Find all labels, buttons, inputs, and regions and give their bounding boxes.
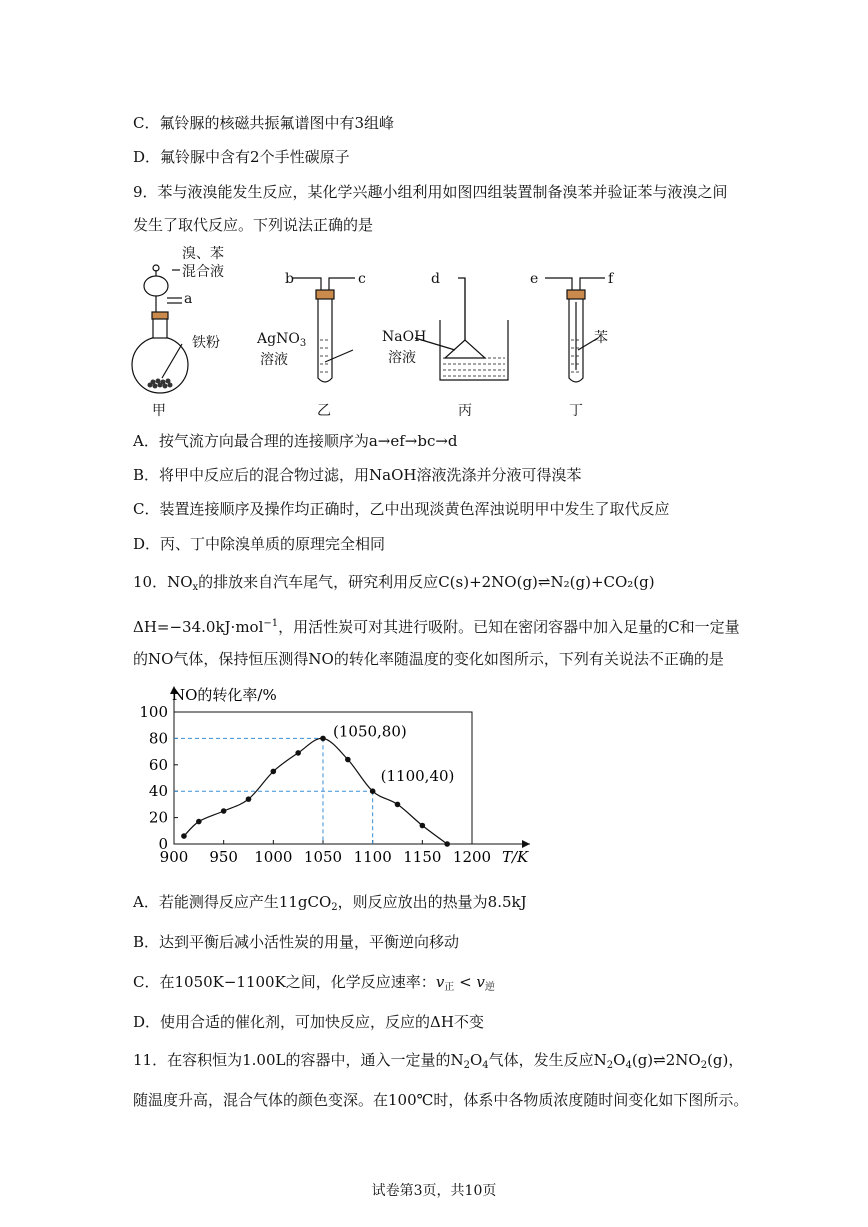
q10-stem-line3: 的NO气体，保持恒压测得NO的转化率随温度的变化如图所示，下列有关说法不正确的是 xyxy=(133,650,724,668)
label-ding: 丁 xyxy=(569,403,583,419)
q10-option-d: D．使用合适的催化剂，可加快反应，反应的ΔH不变 xyxy=(133,1013,484,1031)
y-tick-label: 80 xyxy=(148,729,168,748)
q10-products: N₂(g)+CO₂(g) xyxy=(550,573,655,591)
label-c: c xyxy=(358,271,366,287)
label-agno3-solution: 溶液 xyxy=(260,352,288,368)
label-bromine-benzene: 溴、苯 xyxy=(182,246,224,262)
label-b: b xyxy=(285,271,294,287)
x-axis-arrow xyxy=(522,840,530,848)
y-tick-label: 100 xyxy=(139,703,168,721)
q10-stem-line2 xyxy=(133,614,740,637)
q10-stem-b: ，用活性炭可对其进行吸附。已知在密闭容器中加入足量的C和一定量 xyxy=(278,618,740,636)
x-tick-label: 1100 xyxy=(353,848,392,866)
annotation-peak: (1050,80) xyxy=(333,722,407,741)
q9-stem-line1: 9．苯与液溴能发生反应，某化学兴趣小组利用如图四组装置制备溴苯并验证苯与液溴之间 xyxy=(133,183,728,201)
q11-stem-line1: 11．在容积恒为1.00L的容器中，通入一定量的$N_2O_4$气体，发生反应$N_2O_4(g)\rightleftharpoons 2NO_2(g)$， xyxy=(133,1051,744,1071)
label-a: a xyxy=(184,291,193,307)
label-e: e xyxy=(530,271,539,287)
x-tick-label: 1050 xyxy=(303,848,343,866)
data-point xyxy=(345,757,351,763)
q10-number: 10． xyxy=(133,573,168,591)
y-tick-label: 40 xyxy=(148,782,168,801)
data-point xyxy=(271,769,277,775)
q9-option-d: D．丙、丁中除溴单质的原理完全相同 xyxy=(133,535,386,553)
q9-option-b: B．将甲中反应后的混合物过滤，用NaOH溶液洗涤并分液可得溴苯 xyxy=(133,466,582,484)
q11-stem-line2: 随温度升高，混合气体的颜色变深。在100℃时，体系中各物质浓度随时间变化如下图所示。 xyxy=(133,1091,749,1109)
data-point xyxy=(370,788,376,794)
data-point xyxy=(295,750,301,756)
x-tick-label: 950 xyxy=(209,848,238,866)
data-point xyxy=(320,736,326,742)
q9-option-c: C．装置连接顺序及操作均正确时，乙中出现淡黄色浑浊说明甲中发生了取代反应 xyxy=(133,500,670,518)
x-axis-label: T/K xyxy=(502,848,529,866)
q10-option-c: C．在1050K−1100K之间，化学反应速率：$v_正 < v_逆$ xyxy=(133,973,495,993)
data-point xyxy=(420,823,426,829)
label-bing: 丙 xyxy=(458,403,472,419)
data-point xyxy=(246,796,252,802)
label-naoh-solution: 溶液 xyxy=(388,350,416,366)
label-d: d xyxy=(431,271,440,287)
q10-eq-arrow: ⇌ xyxy=(537,573,551,591)
y-tick-label: 0 xyxy=(158,835,168,853)
label-mixture: 混合液 xyxy=(182,264,224,280)
data-point xyxy=(221,808,227,814)
y-tick-label: 60 xyxy=(148,755,168,774)
q10-nox: $NO_x$ xyxy=(167,573,199,593)
data-point xyxy=(444,841,450,847)
data-point xyxy=(181,833,187,839)
q10-stem-a: 的排放来自汽车尾气，研究利用反应 xyxy=(198,573,439,591)
annotation-1100: (1100,40) xyxy=(380,767,455,786)
q10-stem-line1 xyxy=(133,572,655,598)
q8-option-d: D．氟铃脲中含有2个手性碳原子 xyxy=(133,148,350,166)
x-tick-label: 1200 xyxy=(452,848,492,866)
label-benzene: 苯 xyxy=(594,330,608,346)
y-tick-label: 20 xyxy=(148,808,168,827)
apparatus-figure xyxy=(120,240,640,425)
label-naoh: NaOH xyxy=(382,329,427,345)
data-point xyxy=(395,802,401,808)
page-footer: 试卷第3页，共10页 xyxy=(371,1183,497,1199)
x-tick-label: 1000 xyxy=(254,848,293,866)
q10-option-b: B．达到平衡后减小活性炭的用量，平衡逆向移动 xyxy=(133,933,460,951)
data-point xyxy=(196,819,202,825)
q9-option-a: A．按气流方向最合理的连接顺序为a→ef→bc→d xyxy=(133,432,458,450)
y-axis-label: NO的转化率/% xyxy=(172,686,277,704)
q10-delta-h: ΔH=−34.0kJ·mol$^{-1}$ xyxy=(133,618,279,636)
no-conversion-chart xyxy=(130,680,550,872)
x-tick-label: 900 xyxy=(159,848,189,866)
label-yi: 乙 xyxy=(317,403,331,419)
q9-stem-line2: 发生了取代反应。下列说法正确的是 xyxy=(133,216,374,234)
q8-option-c: C．氟铃脲的核磁共振氟谱图中有3组峰 xyxy=(133,114,395,132)
x-tick-label: 1150 xyxy=(403,848,442,866)
q10-option-a: A．若能测得反应产生11gCO$_2$，则反应放出的热量为8.5kJ xyxy=(133,893,527,913)
label-jia: 甲 xyxy=(152,403,166,419)
label-agno3: AgNO$_3$ xyxy=(257,331,307,349)
q10-reaction: C(s)+2NO(g) xyxy=(438,573,538,591)
label-f: f xyxy=(608,271,614,287)
label-iron-powder: 铁粉 xyxy=(192,335,220,351)
